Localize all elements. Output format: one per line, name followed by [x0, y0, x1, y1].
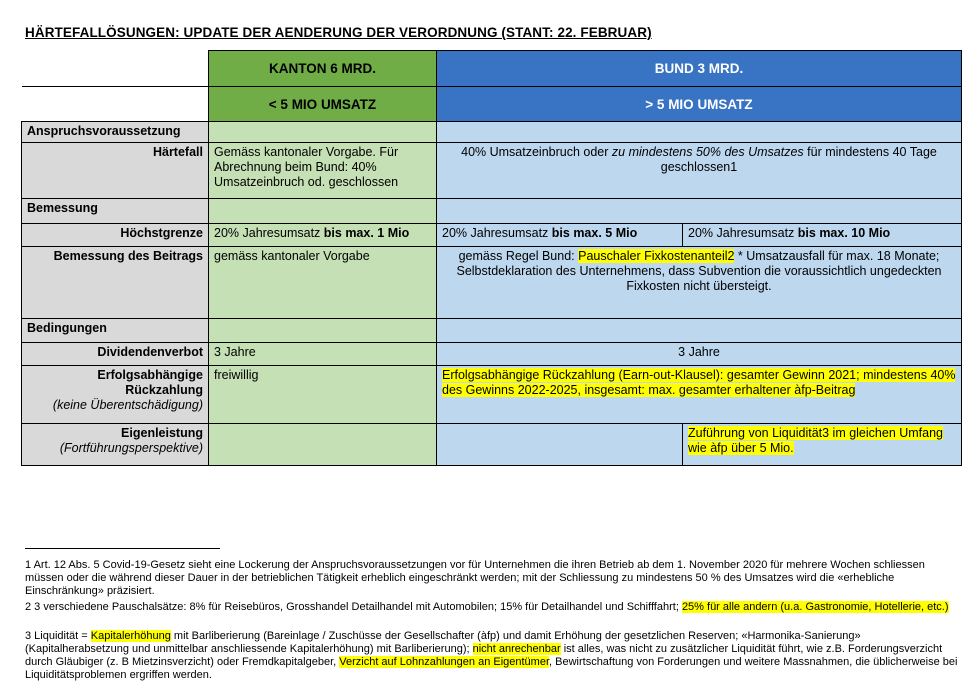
- bund-beitrag-a: gemäss Regel Bund:: [458, 249, 579, 263]
- kanton-hoechstgrenze-b: bis max. 1 Mio: [323, 226, 410, 240]
- footnote-2-num: 2: [25, 601, 32, 613]
- bund-hoechstgrenze-5-b: bis max. 5 Mio: [551, 226, 638, 240]
- bund-eigen-empty: [437, 424, 683, 466]
- footnote-3-a: Liquidität =: [31, 630, 91, 642]
- bund-eigen: [683, 424, 962, 466]
- header-empty-1: [22, 51, 209, 87]
- label-erfolg-main: Erfolgsabhängige Rückzahlung: [97, 368, 203, 397]
- bund-erfolg-highlight: Erfolgsabhängige Rückzahlung (Earn-out-Klausel): gesamter Gewinn 2021; mindestens 40% des Gewinns 2022-2025, insgesamt: max. gesamter erhaltener àfp-Beitrag: [442, 368, 956, 397]
- cell-empty: [437, 319, 962, 343]
- cell-empty: [437, 199, 962, 224]
- kanton-beitrag: gemäss kantonaler Vorgabe: [209, 247, 437, 319]
- label-eigen-main: Eigenleistung: [121, 426, 203, 440]
- kanton-eigen: [209, 424, 437, 466]
- bund-erfolg: [437, 366, 962, 424]
- footnote-3-num: 3: [25, 630, 32, 642]
- footnote-1-num: 1: [25, 559, 32, 571]
- footnote-3-b: mit Barliberierung (Bareinlage / Zuschüsse der Gesellschafter (àfp) und damit Erhöhung der gesetzlichen Reserven; «Harmonika-Sanierung» (Kapitalherabsetzung und unmittelbar anschliessende Kapitalerhöhung) mit Barliberierung);: [25, 630, 861, 655]
- cell-empty: [209, 199, 437, 224]
- comparison-table: [21, 50, 962, 466]
- bund-hoechstgrenze-10: [683, 224, 962, 247]
- kanton-hoechstgrenze-a: 20% Jahresumsatz: [214, 226, 324, 240]
- footnote-1-text: Art. 12 Abs. 5 Covid-19-Gesetz sieht eine Lockerung der Anspruchsvoraussetzungen vor für Unternehmen die ihren Betrieb ab dem 1. November 2020 für mehrere Wochen schliessen müssen oder die während dieser Dauer in der betrieblichen Tätigkeit erheblich eingeschränkt werden; mit der Schliessung zu mindestens 50 % des Umsatzes wird die «erhebliche Einschränkung» präzisiert.: [25, 559, 925, 597]
- kanton-haertefall: Gemäss kantonaler Vorgabe. Für Abrechnung beim Bund: 40% Umsatzeinbruch od. geschlossen: [209, 143, 437, 199]
- footnote-2-text: 3 verschiedene Pauschalsätze: 8% für Reisebüros, Grosshandel Detailhandel mit Automobilen; 15% für Detailhandel und Schifffahrt;: [31, 601, 682, 613]
- bund-beitrag-highlight: Pauschaler Fixkostenanteil2: [578, 249, 735, 263]
- label-haertefall: Härtefall: [22, 143, 209, 199]
- label-beitrag: Bemessung des Beitrags: [22, 247, 209, 319]
- section-bedingungen: Bedingungen: [22, 319, 209, 343]
- bund-hoechstgrenze-10-b: bis max. 10 Mio: [797, 226, 891, 240]
- footnote-3-highlight-2: nicht anrechenbar: [472, 643, 561, 655]
- label-eigen: [22, 424, 209, 466]
- bund-beitrag-b: * Umsatzausfall für max. 18 Monate; Selbstdeklaration des Unternehmens, dass Subvention die voraussichtlich ungedeckten Fixkosten nicht übersteigt.: [456, 249, 942, 293]
- kanton-hoechstgrenze: [209, 224, 437, 247]
- bund-dividenden: 3 Jahre: [437, 343, 962, 366]
- footnote-divider: [25, 548, 220, 549]
- label-eigen-sub: (Fortführungsperspektive): [59, 441, 203, 455]
- footnote-3-highlight-1: Kapitalerhöhung: [90, 630, 171, 642]
- label-erfolg-sub: (keine Überentschädigung): [52, 398, 203, 412]
- bund-haertefall: [437, 143, 962, 199]
- label-hoechstgrenze: Höchstgrenze: [22, 224, 209, 247]
- header-kanton-sub: < 5 MIO UMSATZ: [209, 87, 437, 122]
- footnote-3-highlight-3: Verzicht auf Lohnzahlungen an Eigentümer: [339, 656, 550, 668]
- section-bemessung: Bemessung: [22, 199, 209, 224]
- kanton-dividenden: 3 Jahre: [209, 343, 437, 366]
- cell-empty: [437, 122, 962, 143]
- bund-hoechstgrenze-5-a: 20% Jahresumsatz: [442, 226, 552, 240]
- bund-haertefall-a: 40% Umsatzeinbruch oder: [461, 145, 612, 159]
- footnote-3: [25, 630, 960, 682]
- footnote-2: [25, 601, 960, 614]
- bund-eigen-highlight: Zuführung von Liquidität3 im gleichen Umfang wie àfp über 5 Mio.: [688, 426, 944, 455]
- page-title: HÄRTEFALLÖSUNGEN: UPDATE DER AENDERUNG DER VERORDNUNG (STANT: 22. FEBRUAR): [25, 25, 652, 40]
- bund-haertefall-b: zu mindestens 50% des Umsatzes: [611, 145, 804, 159]
- section-anspruch: Anspruchsvoraussetzung: [22, 122, 209, 143]
- kanton-erfolg: freiwillig: [209, 366, 437, 424]
- footnote-2-highlight: 25% für alle andern (u.a. Gastronomie, Hotellerie, etc.): [681, 601, 949, 613]
- bund-hoechstgrenze-5: [437, 224, 683, 247]
- header-bund: BUND 3 MRD.: [437, 51, 962, 87]
- label-dividenden: Dividendenverbot: [22, 343, 209, 366]
- footnote-1: [25, 559, 960, 598]
- footnote-3-c: ist alles, was nicht zu zusätzlicher Liquidität führt, wie z.B. Forderungsverzicht durch Gläubiger (z. B Mietzinsverzicht) oder Fremdkapitalgeber,: [25, 643, 943, 668]
- cell-empty: [209, 319, 437, 343]
- header-bund-sub: > 5 MIO UMSATZ: [437, 87, 962, 122]
- bund-beitrag: [437, 247, 962, 319]
- header-kanton: KANTON 6 MRD.: [209, 51, 437, 87]
- header-empty-2: [22, 87, 209, 122]
- bund-hoechstgrenze-10-a: 20% Jahresumsatz: [688, 226, 798, 240]
- cell-empty: [209, 122, 437, 143]
- label-erfolg: [22, 366, 209, 424]
- bund-haertefall-c: für mindestens 40 Tage geschlossen1: [660, 145, 937, 174]
- footnote-3-d: , Bewirtschaftung von Forderungen und weitere Massnahmen, die üblicherweise bei Liquiditätsproblemen ergriffen werden.: [25, 656, 958, 681]
